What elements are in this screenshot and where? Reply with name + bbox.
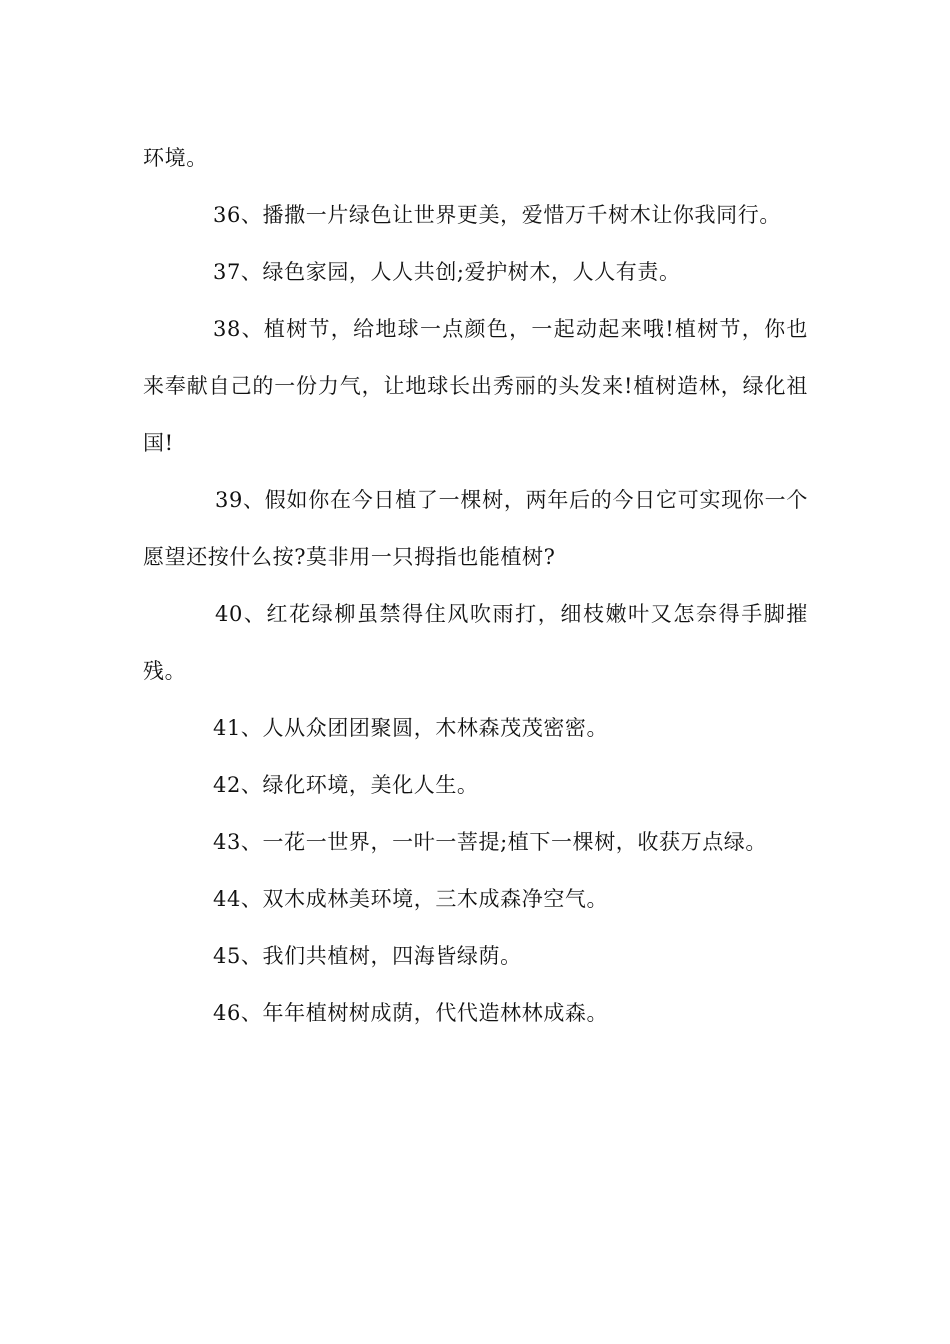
paragraph-slogan-46: 46、年年植树树成荫，代代造林林成森。	[213, 1001, 609, 1025]
paragraph-slogan-39: 39、假如你在今日植了一棵树，两年后的今日它可实现你一个愿望还按什么按?莫非用一只拇指也能植树?	[143, 488, 808, 569]
paragraph-slogan-45: 45、我们共植树，四海皆绿荫。	[213, 944, 522, 968]
paragraph-slogan-41: 41、人从众团团聚圆，木林森茂茂密密。	[213, 716, 609, 740]
paragraph-slogan-38: 38、植树节，给地球一点颜色，一起动起来哦!植树节，你也来奉献自己的一份力气，让地球长出秀丽的头发来!植树造林，绿化祖国!	[143, 317, 808, 455]
paragraph-slogan-36: 36、播撒一片绿色让世界更美，爱惜万千树木让你我同行。	[213, 203, 781, 227]
paragraph-continuation: 环境。	[143, 146, 208, 170]
paragraph-slogan-40: 40、红花绿柳虽禁得住风吹雨打，细枝嫩叶又怎奈得手脚摧残。	[143, 602, 808, 683]
paragraph-slogan-43: 43、一花一世界，一叶一菩提;植下一棵树，收获万点绿。	[213, 830, 767, 854]
paragraph-slogan-44: 44、双木成林美环境，三木成森净空气。	[213, 887, 609, 911]
paragraph-slogan-37: 37、绿色家园，人人共创;爱护树木，人人有责。	[213, 260, 681, 284]
paragraph-slogan-42: 42、绿化环境，美化人生。	[213, 773, 479, 797]
document-body	[143, 130, 808, 1042]
